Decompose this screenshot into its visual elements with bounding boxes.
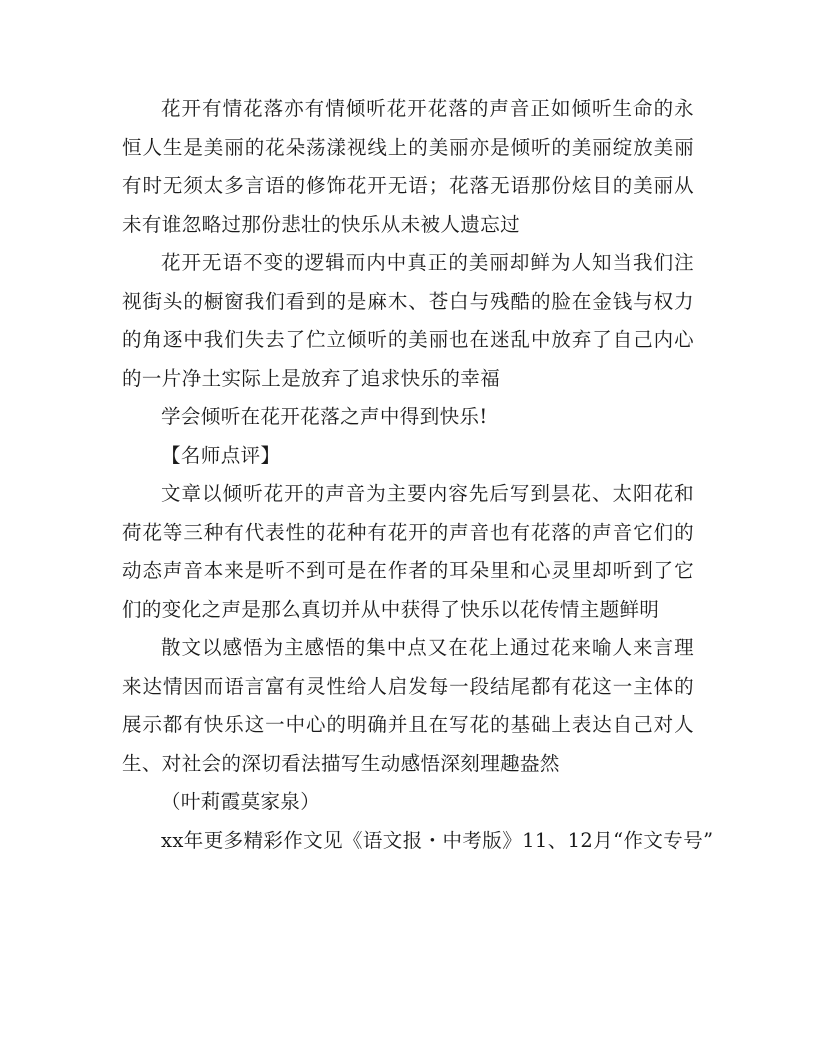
essay-paragraph-1: 花开有情花落亦有情倾听花开花落的声音正如倾听生命的永恒人生是美丽的花朵荡漾视线上的美丽亦是倾听的美丽绽放美丽有时无须太多言语的修饰花开无语；花落无语那份炫目的美丽从未有谁忽略过那份悲壮的快乐从未被人遗忘过	[122, 97, 694, 236]
essay-paragraph-2: 花开无语不变的逻辑而内中真正的美丽却鲜为人知当我们注视街头的橱窗我们看到的是麻木、苍白与残酷的脸在金钱与权力的角逐中我们失去了伫立倾听的美丽也在迷乱中放弃了自己内心的一片净土实际上是放弃了追求快乐的幸福	[122, 251, 694, 390]
essay-paragraph-3: 学会倾听在花开花落之声中得到快乐!	[161, 405, 488, 428]
footer-note: xx年更多精彩作文见《语文报・中考版》11、12月“作文专号”	[161, 828, 714, 852]
author-signature: （叶莉霞莫家泉）	[161, 790, 321, 813]
document-page	[122, 90, 714, 860]
review-paragraph-1: 文章以倾听花开的声音为主要内容先后写到昙花、太阳花和荷花等三种有代表性的花种有花开的声音也有花落的声音它们的动态声音本来是听不到可是在作者的耳朵里和心灵里却听到了它们的变化之声是那么真切并从中获得了快乐以花传情主题鲜明	[122, 482, 694, 621]
review-heading: 【名师点评】	[161, 443, 281, 467]
review-paragraph-2: 散文以感悟为主感悟的集中点又在花上通过花来喻人来言理来达情因而语言富有灵性给人启发每一段结尾都有花这一主体的展示都有快乐这一中心的明确并且在写花的基础上表达自己对人生、对社会的深切看法描写生动感悟深刻理趣盎然	[122, 636, 694, 775]
